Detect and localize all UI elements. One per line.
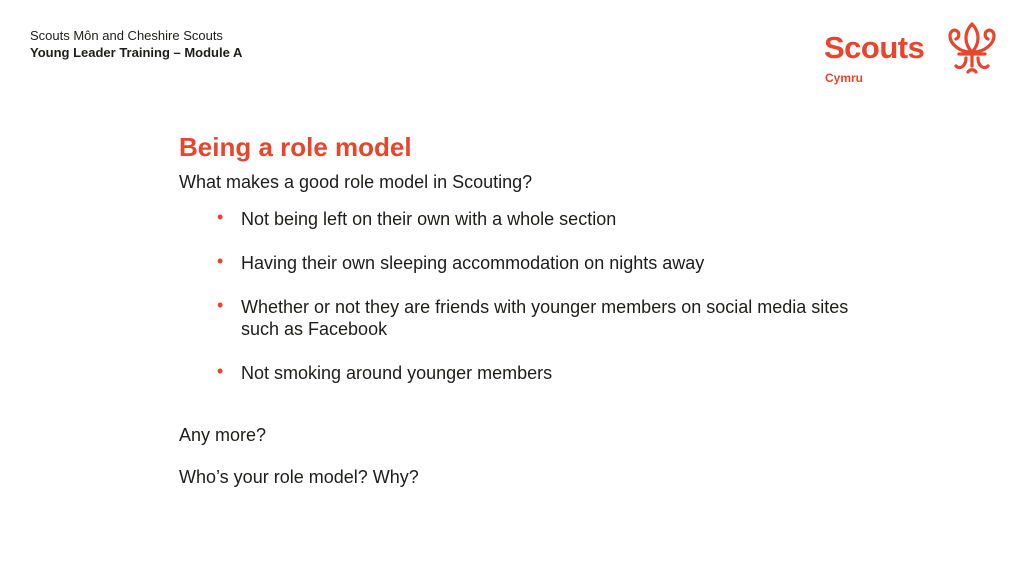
list-item-text: Not smoking around younger members <box>241 363 553 383</box>
bullet-list <box>179 208 857 384</box>
bullet-icon: • <box>217 251 224 271</box>
prompt-any-more: Any more? <box>179 425 267 445</box>
scouts-cymru-logo <box>824 22 1000 92</box>
list-item-text: Not being left on their own with a whole section <box>241 209 617 229</box>
slide-subtitle: What makes a good role model in Scouting? <box>179 172 533 192</box>
bullet-icon: • <box>217 361 224 381</box>
organisation-name: Scouts Môn and Cheshire Scouts <box>30 28 223 43</box>
list-item-text: Whether or not they are friends with younger members on social media sites such as Facebook <box>241 297 849 339</box>
bullet-icon: • <box>217 295 224 315</box>
logo-subtitle: Cymru <box>825 71 864 85</box>
prompt-role-model: Who’s your role model? Why? <box>179 467 419 487</box>
list-item <box>217 208 857 230</box>
slide-header <box>30 27 242 61</box>
list-item <box>217 252 857 274</box>
slide-title: Being a role model <box>179 132 412 162</box>
list-item <box>217 296 857 340</box>
list-item-text: Having their own sleeping accommodation on nights away <box>241 253 705 273</box>
list-item <box>217 362 857 384</box>
course-title: Young Leader Training – Module A <box>30 45 243 60</box>
bullet-icon: • <box>217 207 224 227</box>
slide-content <box>179 130 879 488</box>
fleur-de-lis-icon <box>944 22 1000 76</box>
logo-wordmark: Scouts <box>824 30 925 65</box>
